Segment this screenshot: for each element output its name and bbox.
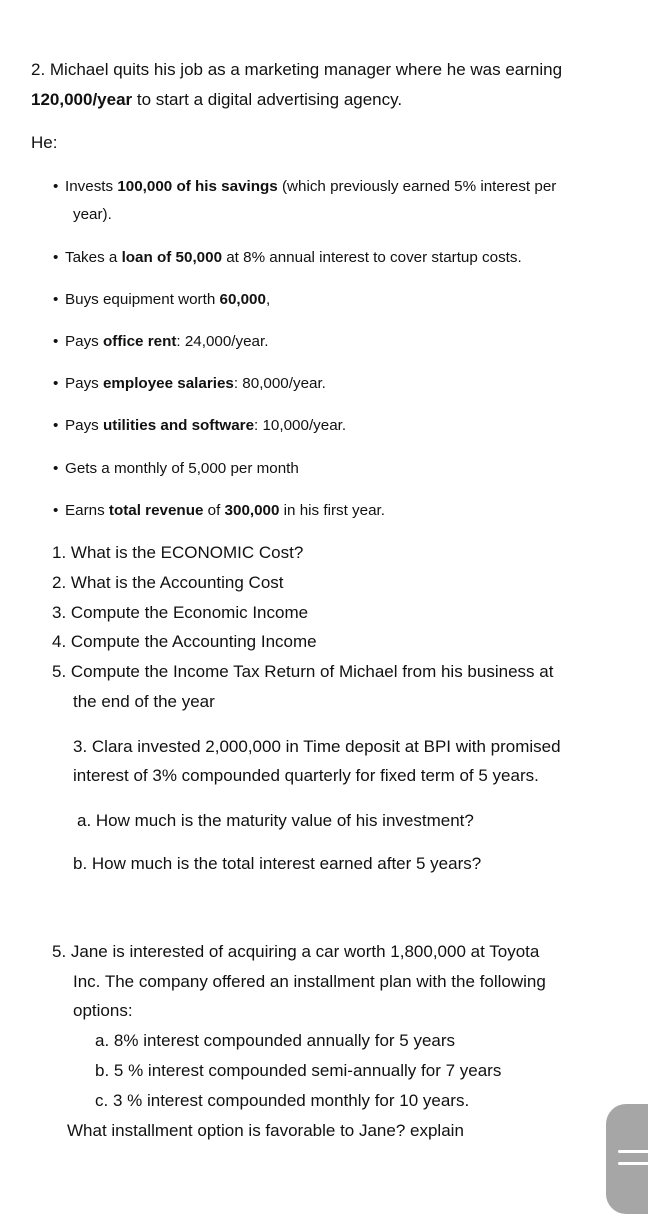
list-item: • Buys equipment worth 60,000,	[53, 291, 271, 308]
list-item: • Pays utilities and software: 10,000/year.	[53, 417, 347, 434]
q5-final-question: What installment option is favorable to Jane? explain	[67, 1121, 464, 1140]
question-item: 2. What is the Accounting Cost	[52, 573, 284, 592]
q3-part-b: b. How much is the total interest earned after 5 years?	[73, 854, 482, 873]
question-item: 4. Compute the Accounting Income	[52, 632, 317, 651]
list-item-continuation: year).	[73, 206, 112, 223]
q2-intro-line2: 120,000/year to start a digital advertising agency.	[31, 90, 403, 109]
q3-part-a: a. How much is the maturity value of his investment?	[77, 811, 474, 830]
he-label: He:	[31, 133, 58, 152]
q5-line3: options:	[73, 1001, 133, 1020]
q5-option-a: a. 8% interest compounded annually for 5 years	[95, 1031, 456, 1050]
question-item: 1. What is the ECONOMIC Cost?	[52, 543, 304, 562]
grip-line-icon	[618, 1150, 648, 1153]
grip-line-icon	[618, 1162, 648, 1165]
q5-line1: 5. Jane is interested of acquiring a car worth 1,800,000 at Toyota	[52, 942, 540, 961]
list-item: • Takes a loan of 50,000 at 8% annual interest to cover startup costs.	[53, 249, 522, 266]
q3-line2: interest of 3% compounded quarterly for fixed term of 5 years.	[73, 766, 539, 785]
question-item: 5. Compute the Income Tax Return of Michael from his business at	[52, 662, 554, 681]
list-item: • Earns total revenue of 300,000 in his first year.	[53, 502, 385, 519]
list-item: • Pays office rent: 24,000/year.	[53, 333, 269, 350]
list-item: • Gets a monthly of 5,000 per month	[53, 460, 299, 477]
q3-line1: 3. Clara invested 2,000,000 in Time deposit at BPI with promised	[73, 737, 561, 756]
q5-line2: Inc. The company offered an installment plan with the following	[73, 972, 546, 991]
scroll-handle[interactable]	[606, 1104, 648, 1214]
q5-option-b: b. 5 % interest compounded semi-annually for 7 years	[95, 1061, 502, 1080]
q5-option-c: c. 3 % interest compounded monthly for 10 years.	[95, 1091, 470, 1110]
question-item: 3. Compute the Economic Income	[52, 603, 309, 622]
q2-intro-line1: 2. Michael quits his job as a marketing manager where he was earning	[31, 60, 563, 79]
list-item: • Pays employee salaries: 80,000/year.	[53, 375, 326, 392]
question-continuation: the end of the year	[73, 692, 215, 711]
salary-amount: 120,000/year	[31, 90, 133, 109]
list-item: • Invests 100,000 of his savings (which previously earned 5% interest per	[53, 178, 557, 195]
